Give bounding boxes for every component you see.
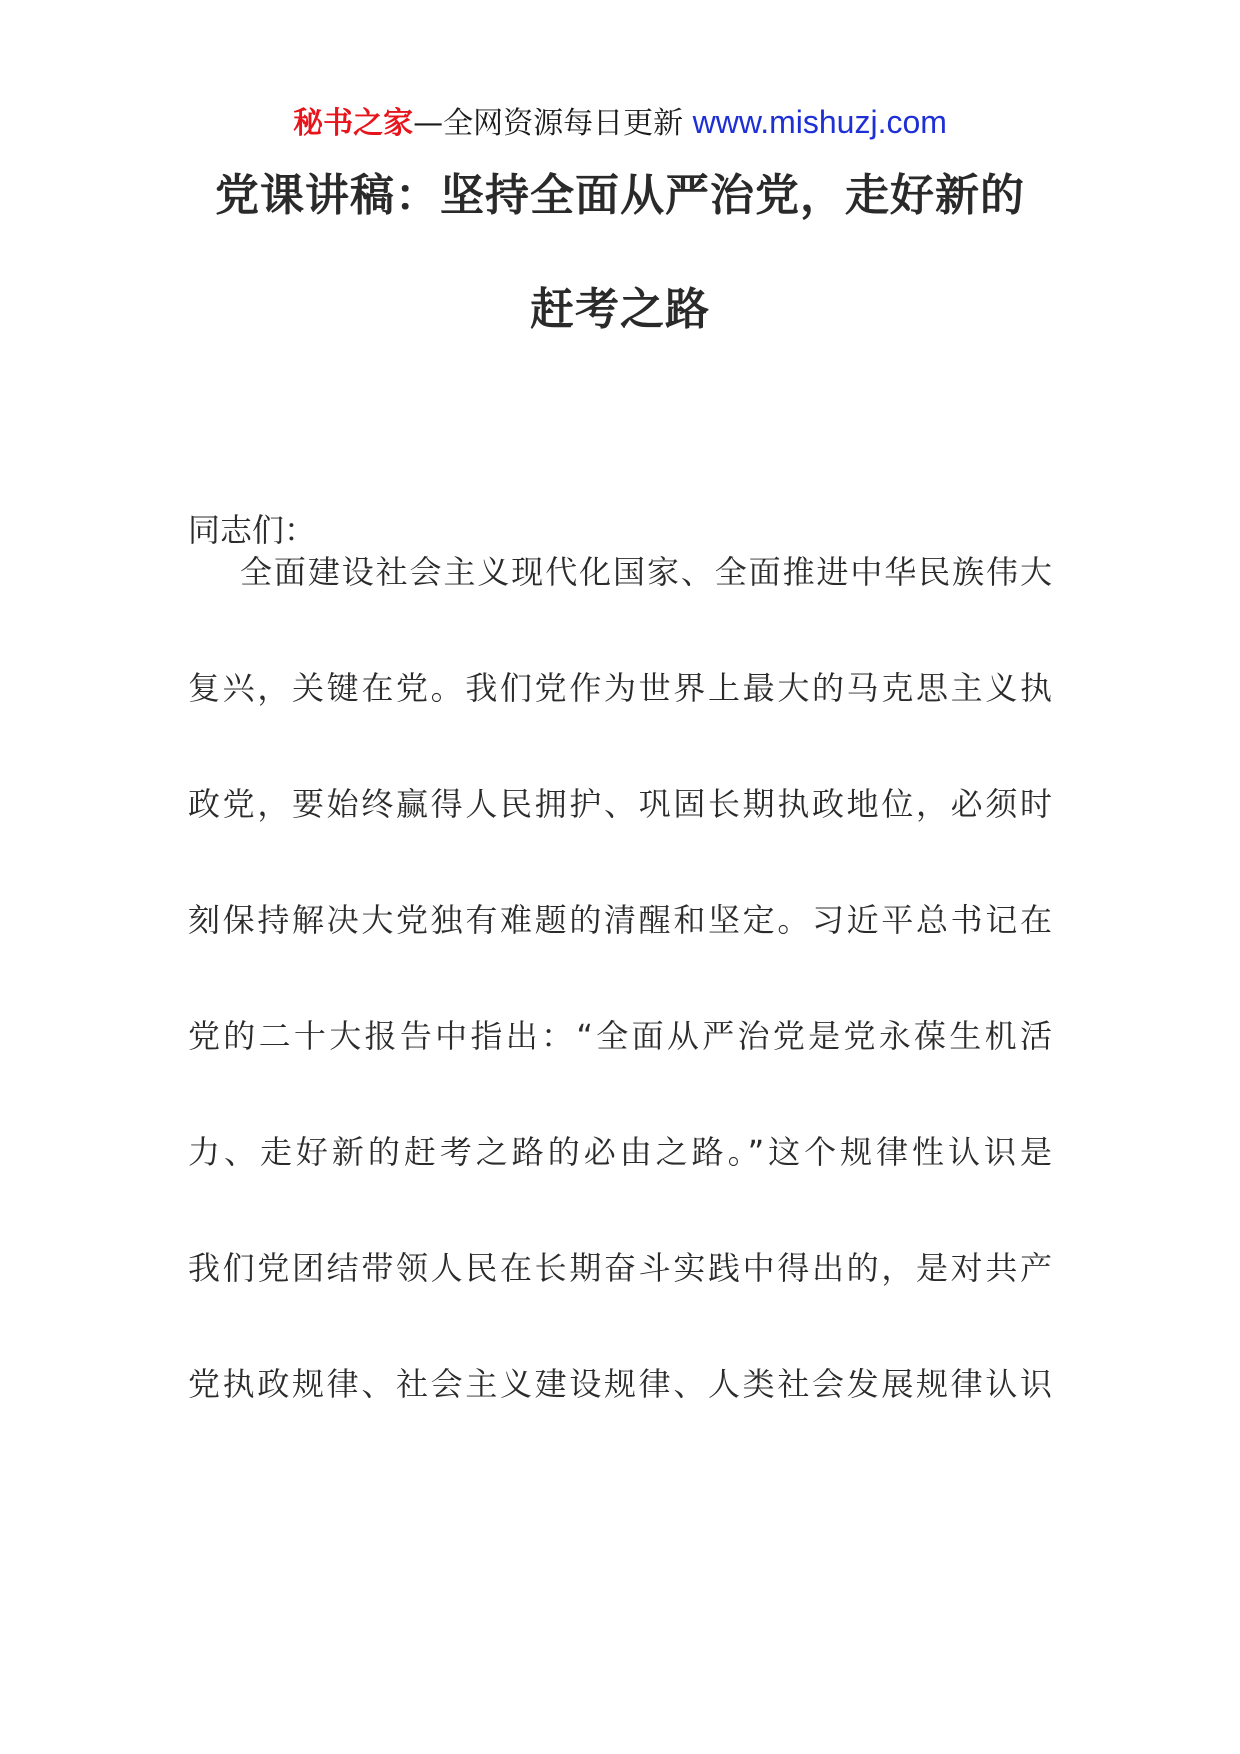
document-title-line-2: 赶考之路 (530, 284, 710, 335)
body-line: 党执政规律、社会主义建设规律、人类社会发展规律认识 (188, 1365, 1052, 1403)
body-line: 政党，要始终赢得人民拥护、巩固长期执政地位，必须时 (188, 785, 1052, 823)
site-url-link[interactable]: www.mishuzj.com (692, 104, 947, 140)
body-line: 力、走好新的赶考之路的必由之路。”这个规律性认识是 (188, 1133, 1052, 1171)
site-header (0, 100, 1240, 146)
document-title-line-1: 党课讲稿：坚持全面从严治党，走好新的 (215, 170, 1025, 221)
body-line: 我们党团结带领人民在长期奋斗实践中得出的，是对共产 (188, 1249, 1052, 1287)
body-line: 全面建设社会主义现代化国家、全面推进中华民族伟大 (240, 553, 1052, 591)
body-line: 党的二十大报告中指出：“全面从严治党是党永葆生机活 (188, 1017, 1052, 1055)
body-line: 刻保持解决大党独有难题的清醒和坚定。习近平总书记在 (188, 901, 1052, 939)
salutation: 同志们： (188, 511, 317, 549)
body-line: 复兴，关键在党。我们党作为世界上最大的马克思主义执 (188, 669, 1052, 707)
brand-name: 秘书之家 (293, 106, 414, 141)
header-tagline: —全网资源每日更新 (413, 106, 684, 141)
